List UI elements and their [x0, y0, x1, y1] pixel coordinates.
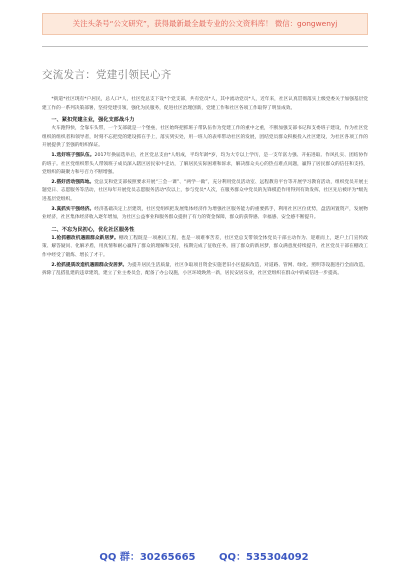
- paragraph-text: 2017年换届选举后，社区党总支由*人组成，平均年龄*岁，均为大专以上学历，是一支年富力强、开拓进取、作风扎实、团结协作的班子。社区党组织带头人带领班子成员深入辖区居民家中走访，了解居民实际困难和诉求，解决群众关心的热点难点问题，赢得了居民群众的信任和支持，党组织的凝聚力和号召力不断增强。: [42, 152, 368, 176]
- body-paragraph: [42, 152, 368, 178]
- subheading: 3.真抓实干强经济。: [51, 206, 95, 212]
- subheading: 1.选好班子强队伍。: [51, 152, 95, 158]
- qq-number: QQ：535304092: [219, 552, 309, 563]
- section-heading: 二、不忘为民初心，优化社区服务性: [51, 226, 135, 233]
- footer-contact: [0, 548, 408, 563]
- subheading: 2.抢抓提质改造机遇圆群众安居梦。: [51, 262, 128, 268]
- document-body: [42, 96, 368, 279]
- promo-banner: 关注头条号“公文研究”，获得最新最全最专业的公文资料库！ 微信：gongwenyj: [42, 13, 368, 35]
- subheading: 1.抢抓棚改机遇圆群众新居梦。: [51, 235, 119, 241]
- paragraph-text: 经济基础决定上层建筑，社区党组织把发展集体经济作为增强社区服务能力的重要抓手，利用社区区位优势，盘活闲置资产，发展物业经济，社区集体经济收入逐年增加，为社区公益事业和服务群众提供了有力的资金保障，群众的获得感、幸福感、安全感不断提升。: [42, 206, 368, 221]
- body-paragraph: [42, 179, 368, 205]
- body-paragraph: [42, 125, 368, 151]
- section-heading: 一、紧扣党建主业，强化支部战斗力: [51, 117, 135, 124]
- document-title: 交流发言：党建引领民心齐: [42, 69, 172, 81]
- paragraph-text: *街道*社区现有*户居民，总人口*人，社区党总支下设*个党支部，共有党员*人，其中流动党员*人，近年来，社区认真贯彻落实上级党委关于加强基层党建工作的一系列决策部署，坚持党建引领，强化为民服务，促进社区治理创新，党建工作和社区各项工作取得了明显成效。: [42, 97, 368, 111]
- qq-group: QQ 群：30265665: [99, 552, 196, 563]
- body-paragraph: [42, 206, 368, 223]
- header-divider: [42, 46, 368, 47]
- paragraph-text: 党总支和党支部按照要求开展“三会一课”、“两学一做”，充分利用党员活动室、远程教育平台等开展学习教育活动，组织党员开展主题党日、志愿服务等活动，社区每年开展党员志愿服务活动*次以上，参与党员*人次，在服务群众中党员的先锋模范作用得到有效发挥，社区先后被评为*级先进基层党组织。: [42, 179, 369, 202]
- body-paragraph: [42, 262, 368, 279]
- paragraph-text: 火车跑得快，全靠车头带，一个支部就是一个堡垒，社区始终把抓班子带队伍作为党建工作的重中之重，不断加强支部书记和支委班子建设，作为社区党组织的组织者和领导者，时刻不忘把党的建设抓在手上，落实到实处，用一班人的表率带动社区的发展，团结党员群众积极投入社区建设，为社区各项工作的开展提供了坚强的组织保证。: [42, 126, 368, 149]
- subheading: 2.搭好活动强阵地。: [51, 179, 95, 185]
- body-paragraph: [42, 235, 368, 261]
- paragraph-text: 棚改工程既是一项惠民工程，也是一项难事苦差，社区党总支带领全体党员干部主动作为、迎难而上，逐户上门宣传政策、解答疑问、化解矛盾，用真情和耐心赢得了群众的理解和支持，按期完成了征收任务，圆了群众的新居梦，群众满意度持续提升，社区党员干部在棚改工作中经受了锻炼、增长了才干。: [42, 235, 368, 258]
- body-paragraph: [42, 96, 368, 113]
- paragraph-text: 为提升居民生活质量，社区争取项目资金实施老旧小区提质改造，对道路、管网、绿化、照明等设施进行全面改造，拆除了乱搭乱建的违章建筑，建立了业主委员会，配备了办公设施，小区环境焕然一新，居民安居乐业，社区党组织在群众中的威信进一步提高。: [42, 262, 368, 277]
